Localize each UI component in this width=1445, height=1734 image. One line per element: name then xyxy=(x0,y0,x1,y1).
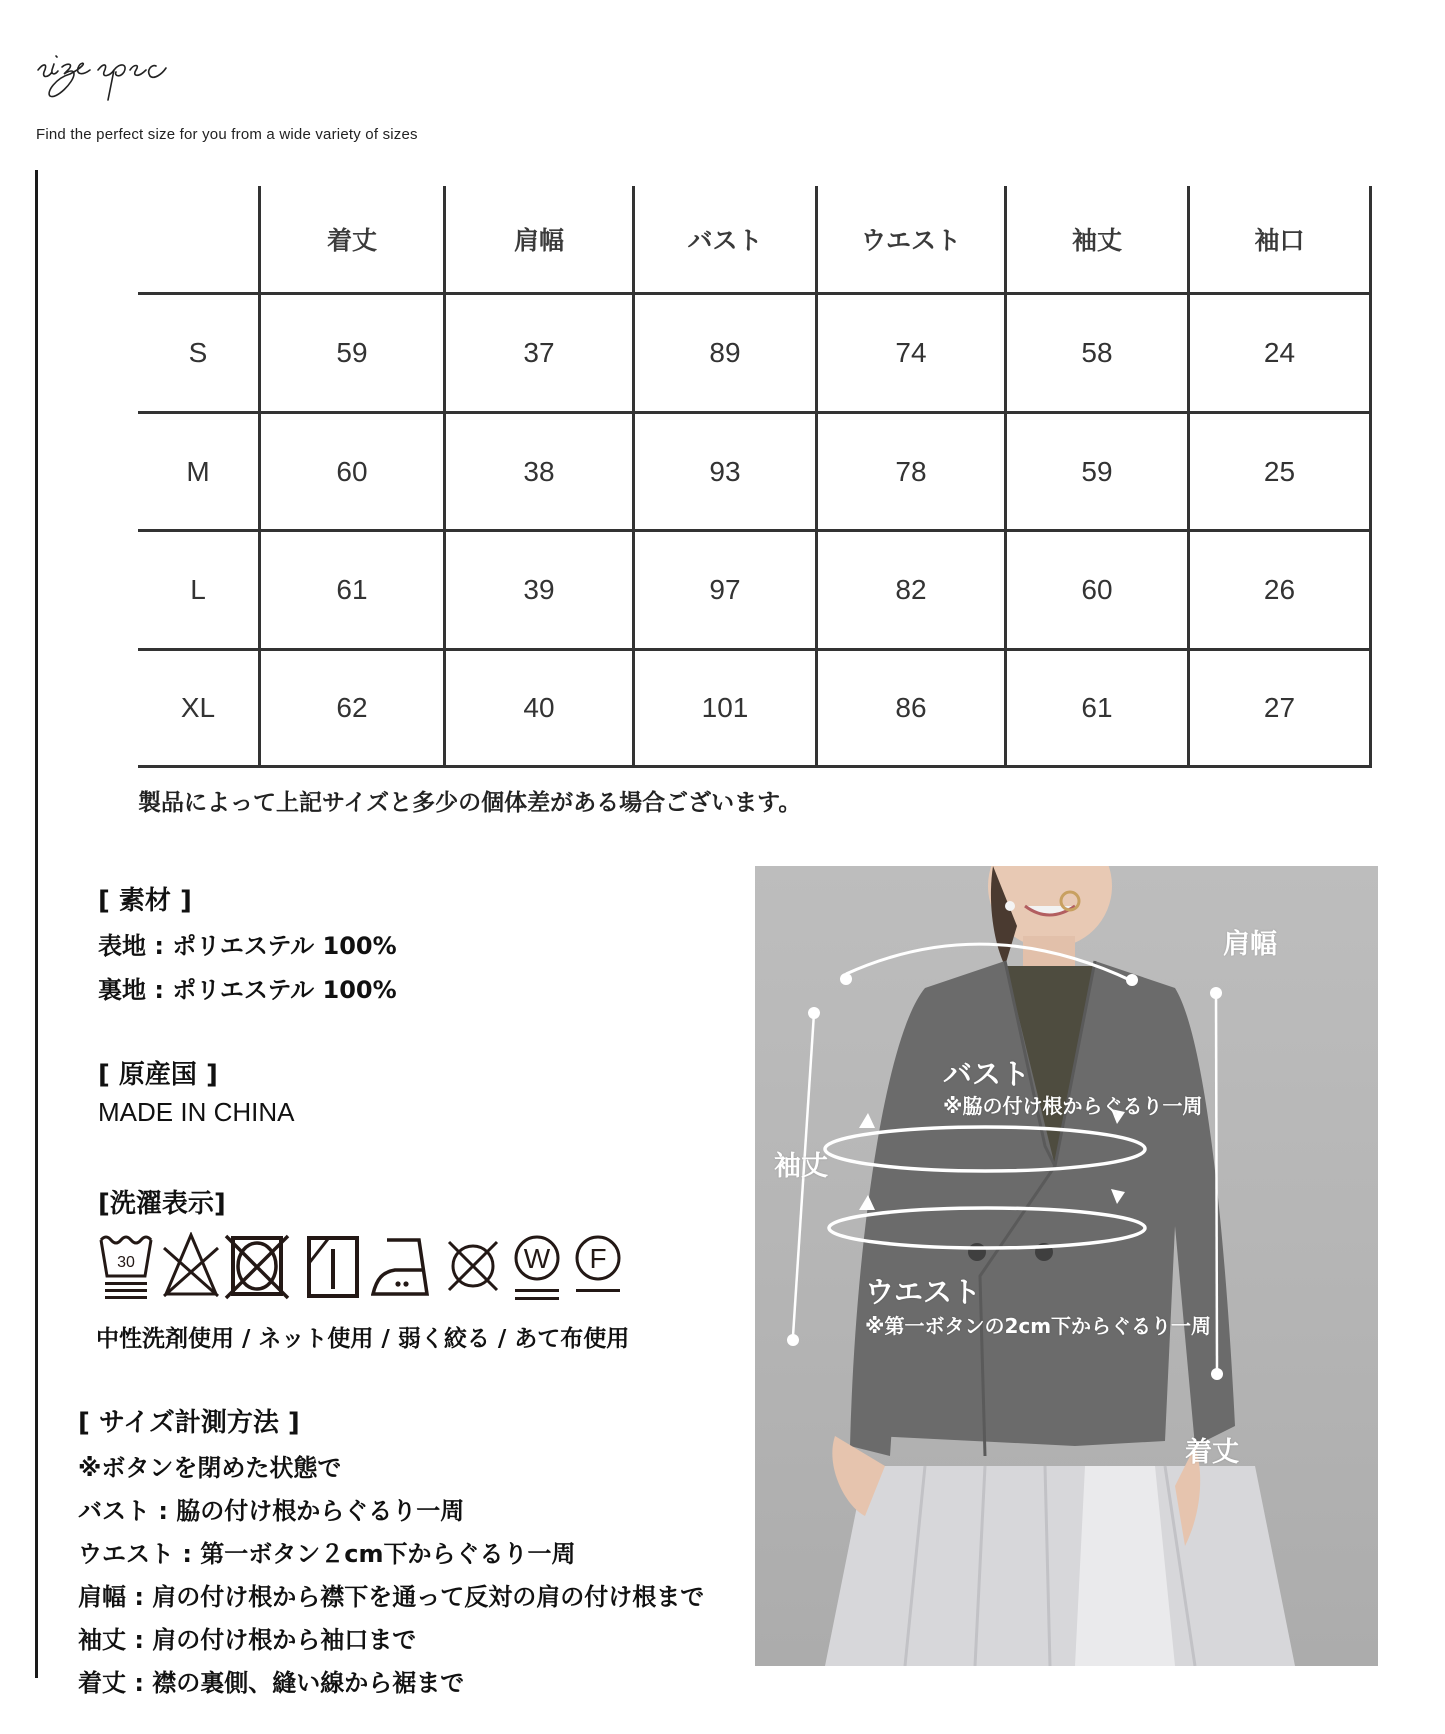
body-length-label: 着丈 xyxy=(1185,1437,1239,1468)
table-cell: 38 xyxy=(523,455,555,487)
material-line-lining: 裏地 : ポリエステル 100% xyxy=(98,976,397,1004)
svg-text:size spec: size spec xyxy=(34,34,39,35)
waist-note: ※第一ボタンの2cm下からぐるり一周 xyxy=(865,1314,1212,1338)
table-cell: 58 xyxy=(1081,337,1113,368)
table-cell: 89 xyxy=(709,337,741,368)
table-cell: 86 xyxy=(895,692,927,723)
care-title: [洗濯表示] xyxy=(98,1189,226,1219)
left-divider-rule xyxy=(35,170,38,1678)
no-tumble-dry-icon xyxy=(224,1232,290,1304)
table-cell: 61 xyxy=(1081,692,1113,723)
size-table xyxy=(138,186,1372,767)
table-cell: 97 xyxy=(709,574,741,605)
origin-value: MADE IN CHINA xyxy=(98,1097,295,1127)
no-dry-clean-icon xyxy=(446,1232,500,1304)
size-label: XL xyxy=(180,692,216,723)
table-cell: 59 xyxy=(336,337,368,368)
column-header: 肩幅 xyxy=(513,226,564,255)
dry-clean-f-gentle-icon xyxy=(572,1232,624,1304)
care-symbol-row xyxy=(96,1232,636,1304)
measurement-line: ウエスト : 第一ボタン２cm下からぐるり一周 xyxy=(78,1540,576,1568)
sleeve-length-label: 袖丈 xyxy=(774,1151,828,1182)
size-variance-note: 製品によって上記サイズと多少の個体差がある場合ございます。 xyxy=(138,790,802,816)
model-photo xyxy=(755,866,1378,1666)
table-cell: 37 xyxy=(523,337,555,368)
column-header: 着丈 xyxy=(326,226,377,255)
svg-text:W: W xyxy=(523,1243,551,1274)
table-cell: 40 xyxy=(523,692,555,723)
measurement-line: 着丈 : 襟の裏側、縫い線から裾まで xyxy=(78,1669,465,1697)
table-cell: 60 xyxy=(1081,574,1113,605)
size-label: S xyxy=(188,337,208,368)
bust-label: バスト xyxy=(943,1057,1031,1091)
size-spec-script-title xyxy=(34,34,214,104)
table-cell: 24 xyxy=(1263,337,1296,368)
measurement-line: バスト : 脇の付け根からぐるり一周 xyxy=(78,1497,465,1525)
table-cell: 60 xyxy=(336,455,368,487)
subtitle: Find the perfect size for you from a wide variety of sizes xyxy=(36,126,418,143)
svg-text:30: 30 xyxy=(117,1254,135,1271)
column-header: バスト xyxy=(687,226,763,255)
measurement-title: [ サイズ計測方法 ] xyxy=(78,1408,300,1438)
table-cell: 25 xyxy=(1263,455,1296,487)
material-title: [ 素材 ] xyxy=(98,886,192,916)
origin-title: [ 原産国 ] xyxy=(98,1060,218,1090)
bust-note: ※脇の付け根からぐるり一周 xyxy=(943,1094,1203,1118)
table-cell: 101 xyxy=(701,692,749,723)
wash-30-very-gentle-icon xyxy=(98,1232,154,1304)
table-cell: 82 xyxy=(895,574,927,605)
care-instructions: 中性洗剤使用 / ネット使用 / 弱く絞る / あて布使用 xyxy=(96,1326,630,1352)
no-bleach-icon xyxy=(162,1232,220,1304)
waist-label: ウエスト xyxy=(865,1275,982,1309)
line-dry-shade-icon xyxy=(306,1232,360,1304)
column-header: ウエスト xyxy=(860,226,961,255)
table-cell: 39 xyxy=(523,574,555,605)
measurement-line: 袖丈 : 肩の付け根から袖口まで xyxy=(78,1626,417,1654)
column-header: 袖丈 xyxy=(1071,226,1122,255)
table-cell: 74 xyxy=(895,337,927,368)
table-cell: 26 xyxy=(1263,574,1296,605)
table-cell: 61 xyxy=(336,574,368,605)
measurement-line: 肩幅 : 肩の付け根から襟下を通って反対の肩の付け根まで xyxy=(78,1583,705,1611)
model-illustration xyxy=(755,866,1378,1666)
table-rule xyxy=(1369,186,1372,767)
column-header: 袖口 xyxy=(1254,226,1305,255)
table-cell: 59 xyxy=(1081,455,1113,487)
size-label: L xyxy=(190,574,206,605)
iron-medium-icon xyxy=(371,1232,433,1304)
measurement-line: ※ボタンを閉めた状態で xyxy=(78,1454,342,1482)
table-cell: 27 xyxy=(1263,692,1296,723)
shoulder-width-label: 肩幅 xyxy=(1223,929,1277,960)
material-line-outer: 表地 : ポリエステル 100% xyxy=(98,932,397,960)
svg-text:F: F xyxy=(589,1243,607,1274)
table-cell: 78 xyxy=(895,455,927,487)
wet-clean-very-gentle-icon xyxy=(511,1232,563,1304)
table-cell: 62 xyxy=(336,692,368,723)
size-label: M xyxy=(186,455,210,487)
table-cell: 93 xyxy=(709,455,741,487)
